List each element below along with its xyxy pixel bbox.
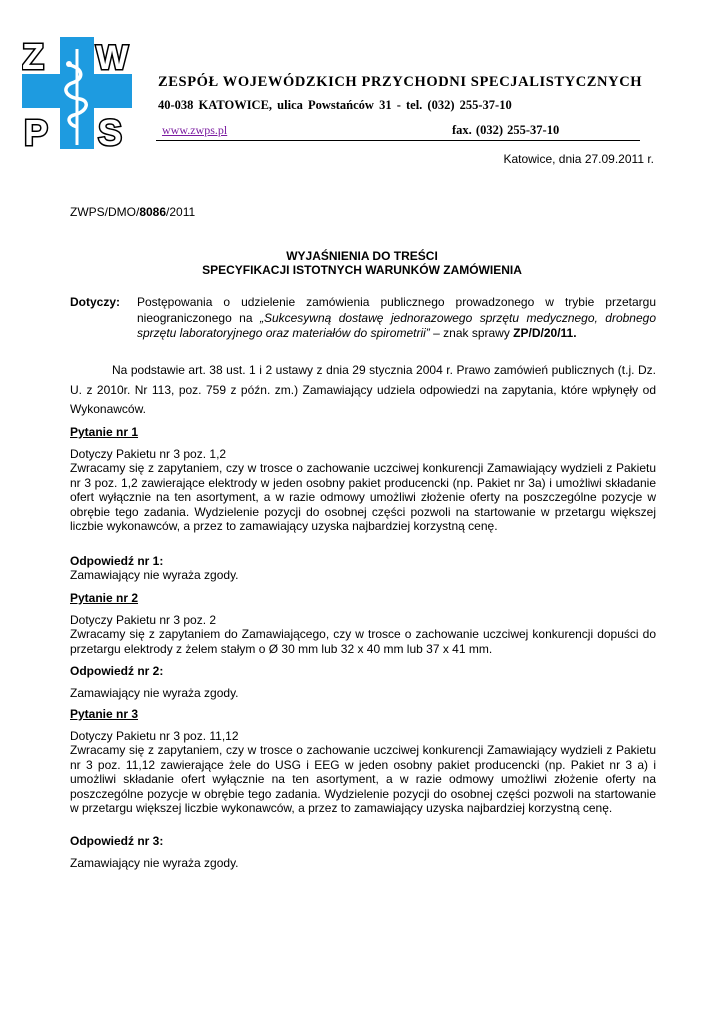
logo-letter-s: S	[98, 112, 123, 149]
answer-3-text: Zamawiający nie wyraża zgody.	[70, 856, 239, 870]
intro-paragraph: Na podstawie art. 38 ust. 1 i 2 ustawy z dnia 29 stycznia 2004 r. Prawo zamówień publicznych (t.j. Dz. U. z 2010r. Nr 113, poz. 759 z późn. zm.) Zamawiający udziela odpowiedzi na zapytania, które wpłynęły od Wykonawców.	[70, 363, 656, 416]
institution-name: ZESPÓŁ WOJEWÓDZKICH PRZYCHODNI SPECJALISTYCZNYCH	[158, 74, 643, 90]
document-date: Katowice, dnia 27.09.2011 r.	[503, 152, 654, 166]
subject-text: Postępowania o udzielenie zamówienia publicznego prowadzonego w trybie przetargu nieograniczonego na „Sukcesywną dostawę jednorazowego sprzętu medycznego, drobnego sprzętu laboratoryjnego oraz materiałów do spirometrii” – znak sprawy ZP/D/20/11.	[137, 295, 656, 340]
question-3-text: Zwracamy się z zapytaniem, czy w trosce o zachowanie uczciwej konkurencji Zamawiający wydzieli z Pakietu nr 3 poz. 11,12 zawierające żele do USG i EEG w jeden osobny pakiet producencki (np. Pakiet nr 3 a) i umożliwi składanie ofert wyłącznie na ten asortyment, a w razie odmowy umożliwi złożenie oferty na poszczególne pozycje w obrębie tego zadania. Wydzielenie pozycji do osobnej części pozwoli na startowanie w przetargu większej liczbie wykonawców, a przez to zamawiający uzyska najbardziej korzystną cenę.	[70, 743, 656, 816]
question-3-label: Pytanie nr 3	[70, 707, 139, 721]
answer-3-label: Odpowiedź nr 3:	[70, 834, 164, 848]
question-2-text: Zwracamy się z zapytaniem do Zamawiającego, czy w trosce o zachowanie uczciwej konkurencji dopuści do przetargu elektrody z żelem stałym o Ø 30 mm lub 32 x 40 mm lub 37 x 41 mm.	[70, 627, 656, 656]
answer-2-text: Zamawiający nie wyraża zgody.	[70, 686, 239, 700]
institution-address: 40-038 KATOWICE, ulica Powstańców 31 - tel. (032) 255-37-10	[158, 98, 512, 112]
zwps-logo	[22, 37, 132, 149]
subject-label: Dotyczy:	[70, 295, 121, 309]
logo-letter-z: Z	[22, 37, 44, 77]
logo-letter-p: P	[24, 112, 49, 149]
answer-1-text: Zamawiający nie wyraża zgody.	[70, 568, 239, 582]
question-1-label: Pytanie nr 1	[70, 425, 139, 439]
question-2-ref: Dotyczy Pakietu nr 3 poz. 2	[70, 613, 217, 627]
reference-number: ZWPS/DMO/8086/2011	[70, 205, 196, 219]
logo-letter-w: W	[96, 39, 129, 77]
question-2-label: Pytanie nr 2	[70, 591, 139, 605]
document-title-line2: SPECYFIKACJI ISTOTNYCH WARUNKÓW ZAMÓWIENIA	[202, 263, 522, 277]
question-1-ref: Dotyczy Pakietu nr 3 poz. 1,2	[70, 447, 227, 461]
answer-1-label: Odpowiedź nr 1:	[70, 554, 164, 568]
question-1-text: Zwracamy się z zapytaniem, czy w trosce o zachowanie uczciwej konkurencji Zamawiający wydzieli z Pakietu nr 3 poz. 1,2 zawierające elektrody w jeden osobny pakiet producencki (np. Pakiet nr 3a) i umożliwi składanie ofert wyłącznie na ten asortyment, a w razie odmowy umożliwi złożenie oferty na poszczególne pozycje w obrębie tego zadania. Wydzielenie pozycji do osobnej części pozwoli na startowanie w przetargu większej liczbie wykonawców, a przez to zamawiający uzyska najbardziej korzystną cenę.	[70, 461, 656, 534]
website-link[interactable]: www.zwps.pl	[162, 123, 228, 137]
answer-2-label: Odpowiedź nr 2:	[70, 664, 164, 678]
header-divider	[156, 140, 640, 141]
question-3-ref: Dotyczy Pakietu nr 3 poz. 11,12	[70, 729, 239, 743]
document-title-line1: WYJAŚNIENIA DO TREŚCI	[286, 249, 438, 263]
fax-number: fax. (032) 255-37-10	[452, 123, 560, 137]
